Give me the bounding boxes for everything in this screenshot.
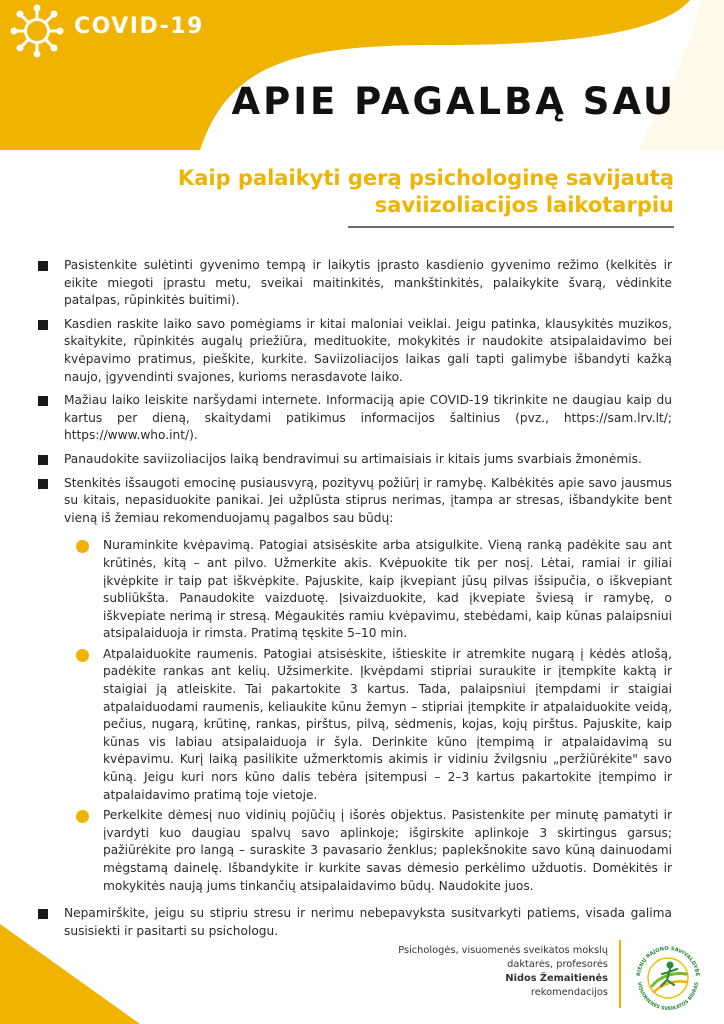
list-item-text: Pasistenkite sulėtinti gyvenimo tempą ir laikytis įprasto kasdienio gyvenimo režimo (kelkitės ir eikite miegoti įprastu metu, sveikai maitinkitės, mankštinkitės, palaikykite švarą, vėdinkite patalpas, rūpinkitės buitimi).	[64, 258, 672, 308]
technique-item	[76, 646, 672, 804]
technique-text: Atpalaiduokite raumenis. Patogiai atsisėskite, ištieskite ir atremkite nugarą į kėdės atlošą, padėkite rankas ant kelių. Užsimerkite. Įkvėpdami stipriai suraukite ir įtempkite kaktą ir staigiai ją atleiskite. Tai pakartokite 3 kartus. Tada, palaipsniui įtempdami ir staigiai atpalaiduodami raumenis, keliaukite kūnu žemyn – stipriai įtempkite ir atpalaiduokite veidą, pečius, nugarą, krūtinę, rankas, pirštus, pilvą, sėdmenis, kojas, kojų pirštus. Pajuskite, kaip kūnas vis labiau atsipalaiduoja ir šyla. Derinkite kūno įtempimą ir atpalaidavimą su kvėpavimu. Kurį laiką pasilikite užmerktomis akimis ir vidiniu žvilgsniu „peržiūrėkite" savo kūną. Jeigu kuri nors kūno dalis tebėra įsitempusi – 2–3 kartus pakartokite įtempimo ir atpalaidavimo pratimą toje vietoje.	[103, 646, 672, 802]
svg-text:VISUOMENĖS SVEIKATOS BIURAS: VISUOMENĖS SVEIKATOS BIURAS	[636, 981, 700, 1013]
list-item-text: Stenkitės išsaugoti emocinę pusiausvyrą, pozityvų požiūrį ir ramybę. Kalbėkitės apie savo jausmus su kitais, nepasiduokite panikai. Jei užplūsta stiprus nerimas, įtampa ar stresas, išbandykite bent vieną iš žemiau rekomenduojamų pagalbos sau būdų:	[64, 475, 672, 525]
list-item-text: Panaudokite saviizoliacijos laiką bendravimui su artimaisiais ir kitais jums svarbiais žmonėmis.	[64, 451, 642, 466]
subtitle-divider	[348, 226, 674, 228]
svg-text:PRIENŲ RAJONO SAVIVALDYBĖS: RIENŲ RAJONO SAVIVALDYBĖ	[636, 945, 700, 977]
footer-divider	[619, 940, 621, 1008]
page-title: APIE PAGALBĄ SAU	[231, 80, 676, 123]
list-item	[38, 475, 672, 528]
virus-icon	[10, 4, 64, 58]
dot-bullet-icon	[76, 810, 89, 823]
health-bureau-logo	[630, 940, 706, 1016]
square-bullet-icon	[38, 320, 48, 330]
square-bullet-icon	[38, 479, 48, 489]
recommendations-list	[38, 257, 672, 946]
self-help-techniques	[76, 537, 672, 895]
square-bullet-icon	[38, 455, 48, 465]
list-item	[38, 257, 672, 310]
square-bullet-icon	[38, 396, 48, 406]
list-item	[38, 451, 672, 469]
square-bullet-icon	[38, 261, 48, 271]
author-credit	[398, 944, 608, 1000]
subtitle-line-1: Kaip palaikyti gerą psichologinę savijautą	[177, 166, 674, 190]
technique-item	[76, 807, 672, 895]
technique-item	[76, 537, 672, 643]
subtitle	[114, 165, 674, 219]
list-item-text: Mažiau laiko leiskite naršydami internete. Informaciją apie COVID-19 tikrinkite ne daugiau kaip du kartus per dieną, skaitydami patikimus informacijos šaltinius (pvz., https://sam.lrv.lt/; https://www.who.int/).	[64, 393, 672, 443]
list-item	[38, 316, 672, 386]
list-item-text: Nepamirškite, jeigu su stipriu stresu ir nerimu nebepavyksta susitvarkyti patiems, visada galima susisiekti ir pasitarti su psichologu.	[64, 906, 672, 938]
list-item-text: Kasdien raskite laiko savo pomėgiams ir kitai maloniai veiklai. Jeigu patinka, klausykitės muzikos, skaitykite, rūpinkitės augalų priežiūra, medituokite, mokykitės ir naudokite atsipalaidavimo bei kvėpavimo pratimus, pieškite, kurkite. Saviizoliacijos laikas gali tapti galimybe išbandyti kažką naujo, įgyvendinti svajones, kurioms nerasdavote laiko.	[64, 316, 672, 384]
list-item	[38, 392, 672, 445]
footer-yellow-shape	[0, 914, 150, 1024]
author-name: Nidos Žemaitienės	[505, 973, 608, 984]
covid-tag: COVID-19	[74, 14, 204, 39]
author-credit-line: daktarės, profesorės	[507, 959, 608, 970]
dot-bullet-icon	[76, 649, 89, 662]
technique-text: Nuraminkite kvėpavimą. Patogiai atsisėskite arba atsigulkite. Vieną ranką padėkite sau ant krūtinės, kitą – ant pilvo. Užmerkite akis. Kvėpuokite tik per nosį. Lėtai, ramiai ir giliai įkvėpkite ir taip pat iškvėpkite. Pajuskite, kaip įkvepiant jūsų pilvas išsipučia, o iškvepiant subliūkšta. Panaudokite vaizduotę. Įsivaizduokite, kad įkvepiate šviesą ir ramybę, o iškvepiate nerimą ir stresą. Mėgaukitės ramiu kvėpavimu, stebėdami, kaip kūnas palaipsniui atsipalaiduoja ir rimsta. Pratimą tęskite 5–10 min.	[103, 538, 672, 641]
dot-bullet-icon	[76, 540, 89, 553]
technique-text: Perkelkite dėmesį nuo vidinių pojūčių į išorės objektus. Pasistenkite per minutę pamatyti ir įvardyti kuo daugiau spalvų savo aplinkoje; išgirskite aplinkoje 3 skirtingus garsus; pažiūrėkite pro langą – suraskite 3 pavasario ženklus; paplekšnokite savo kūną dainuodami mėgstamą dainelę. Išbandykite ir kurkite savas dėmesio perkėlimo užduotis. Domėkitės ir mokykitės naują jums tinkančių atsipalaidavimo būdų. Naudokite juos.	[103, 808, 672, 893]
author-credit-line: Psichologės, visuomenės sveikatos mokslų	[398, 945, 608, 956]
author-credit-line: rekomendacijos	[530, 987, 608, 998]
subtitle-line-2: saviizoliacijos laikotarpiu	[374, 193, 674, 217]
